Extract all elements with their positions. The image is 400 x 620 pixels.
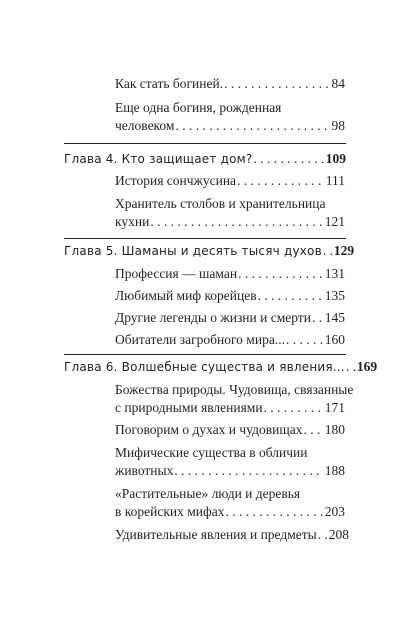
dot-leader [175,117,330,135]
toc-entry [115,117,345,135]
toc-entry [115,421,345,439]
toc-entry-title: Любимый миф корейцев [115,288,257,303]
toc-entry-title: с природными явлениями [115,400,263,415]
toc-entry-title: Обитатели загробного мира... [115,332,285,347]
toc-entry-title: История сончжусина [115,173,237,188]
toc-entry [115,503,345,521]
dot-leader [174,462,323,480]
toc-page-number: 98 [331,118,345,133]
dot-leader [303,421,323,439]
toc-page-number: 145 [324,310,345,325]
toc-page-number: 84 [331,76,345,91]
section-divider [64,143,346,144]
dot-leader [226,503,324,521]
chapter-page-number: 169 [356,359,378,374]
toc-page-number: 111 [325,173,345,188]
toc-entry-title-line: Еще одна богиня, рожденная [115,100,282,115]
chapter-page-number: 129 [333,243,355,258]
toc-entry-title-line: Мифические существа в обличии [115,445,308,460]
toc-page-number: 171 [324,400,345,415]
toc-page-number: 208 [328,527,349,542]
toc-entry [115,309,345,327]
toc-entry-title: кухни [115,214,150,229]
toc-entry [115,331,345,349]
toc-entry-title: Профессия — шаман [115,266,238,281]
toc-entry-title: Поговорим о духах и чудовищах [115,422,303,437]
chapter-heading [64,358,378,376]
toc-page-number: 203 [324,504,345,519]
toc-entry [115,462,345,480]
toc-page-number: 180 [324,422,345,437]
toc-entry [115,287,345,305]
toc-entry-title-line: Божества природы. Чудовища, связанные [115,382,354,397]
chapter-title: Глава 6. Волшебные существа и явления... [64,360,345,374]
toc-entry-title-line: «Растительные» люди и деревья [115,486,301,501]
toc-page-number: 160 [324,332,345,347]
dot-leader [224,75,330,93]
toc-entry [115,213,345,231]
toc-page-number: 131 [324,266,345,281]
chapter-title: Глава 4. Кто защищает дом? [64,152,253,166]
toc-entry-title: человеком [115,118,175,133]
dot-leader [258,287,324,305]
toc-entry-title: Удивительные явления и предметы [115,527,317,542]
section-divider [64,238,346,239]
dot-leader [346,358,356,376]
dot-leader [150,213,323,231]
chapter-title: Глава 5. Шаманы и десять тысяч духов [64,244,322,258]
toc-page-number: 135 [324,288,345,303]
dot-leader [318,526,328,544]
chapter-heading [64,242,355,260]
toc-page-number: 188 [324,463,345,478]
toc-entry [115,172,345,190]
toc-entry-title: Как стать богиней. [115,76,224,91]
dot-leader [323,242,333,260]
toc-entry [115,75,345,93]
chapter-heading [64,150,346,168]
dot-leader [312,309,324,327]
dot-leader [253,150,324,168]
toc-entry-title-line: Хранитель столбов и хранительница [115,196,326,211]
section-divider [64,354,346,355]
toc-entry [115,265,345,283]
dot-leader [238,265,324,283]
toc-entry [115,399,345,417]
toc-entry-title: животных [115,463,174,478]
toc-entry-title: в корейских мифах [115,504,225,519]
dot-leader [286,331,324,349]
toc-entry-title: Другие легенды о жизни и смерти [115,310,311,325]
toc-page-number: 121 [324,214,345,229]
dot-leader [237,172,325,190]
toc-entry [115,526,349,544]
dot-leader [264,399,324,417]
chapter-page-number: 109 [325,151,346,166]
